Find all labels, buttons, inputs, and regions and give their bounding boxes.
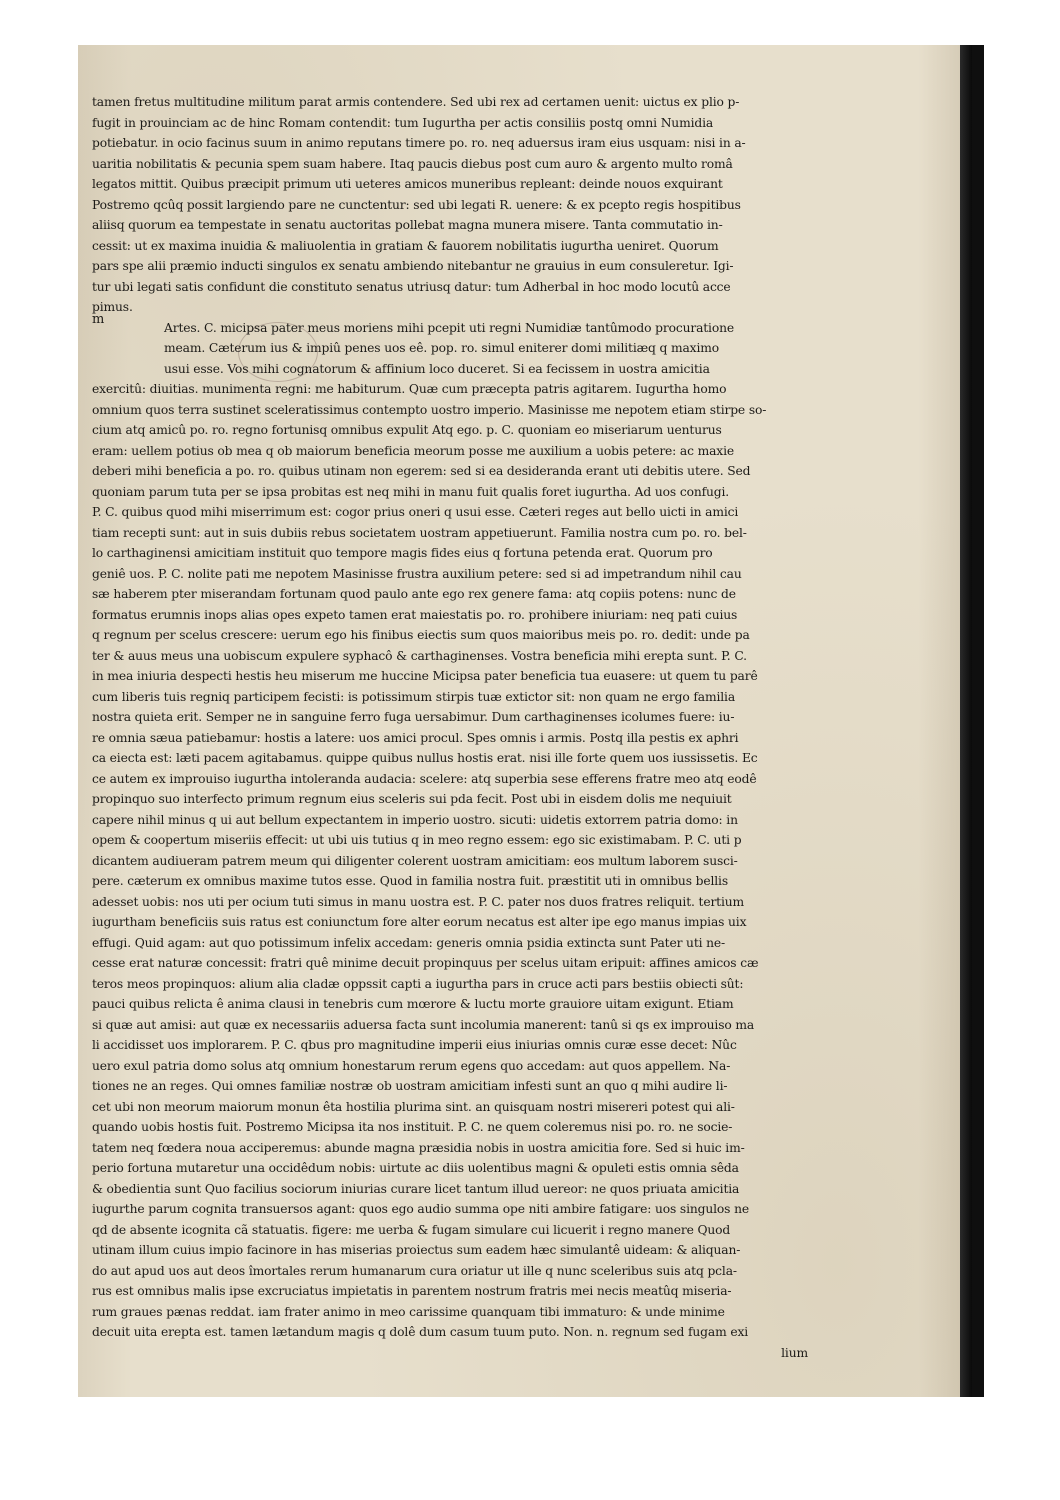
text-line: utinam illum cuius impio facinore in has miserias proiectus sum eadem hæc simulantê uideam: & aliquan- xyxy=(92,1243,741,1257)
text-line: teros meos propinquos: alium alia cladæ oppssit capti a iugurtha pars in cruce acti pars bestiis obiecti sût: xyxy=(92,976,744,991)
text-line: meam. Cæterum ius & impiû penes uos eê. pop. ro. simul eniterer domi militiæq q maximo xyxy=(164,341,719,355)
text-line: cesse erat naturæ concessit: fratri quê minime decuit propinquus per scelus uitam eripuit: affines amicos cæ xyxy=(92,956,759,970)
text-line: eram: uellem potius ob mea q ob maiorum beneficia meorum posse me auxilium a uobis petere: ac maxie xyxy=(92,443,734,458)
text-line: decuit uita erepta est. tamen lætandum magis q dolê dum casum tuum puto. Non. n. regnum sed fugam exi xyxy=(92,1325,749,1339)
text-line: omnium quos terra sustinet sceleratissimus contempto uostro imperio. Masinisse me nepotem etiam stirpe so- xyxy=(92,402,767,417)
text-line: ce autem ex improuiso iugurtha intoleranda audacia: scelere: atq superbia sese efferens fratre meo atq eodê xyxy=(92,771,757,786)
text-line: fugit in prouinciam ac de hinc Romam contendit: tum Iugurtha per actis consiliis postq omni Numidia xyxy=(92,115,714,130)
text-line: sæ haberem pter miserandam fortunam quod paulo ante ego rex genere fama: atq copiis potens: nunc de xyxy=(92,587,736,601)
text-line: propinquo suo interfecto primum regnum eius sceleris sui pda fecit. Post ubi in eisdem dolis me nequiuit xyxy=(92,792,732,806)
text-line: nostra quieta erit. Semper ne in sanguine ferro fuga uersabimur. Dum carthaginenses icolumes fuere: iu- xyxy=(92,710,735,724)
text-line: aliisq quorum ea tempestate in senatu auctoritas pollebat magna munera misere. Tanta commutatio in- xyxy=(92,218,723,232)
text-line: pere. cæterum ex omnibus maxime tutos esse. Quod in familia nostra fuit. præstitit uti in omnibus bellis xyxy=(92,874,728,888)
margin-letter: m xyxy=(92,312,105,327)
text-line: tamen fretus multitudine militum parat armis contendere. Sed ubi rex ad certamen uenit: uictus ex plio p- xyxy=(92,95,740,109)
text-line: legatos mittit. Quibus præcipit primum uti ueteres amicos muneribus repleant: deinde nouos exquirant xyxy=(92,177,723,191)
text-line: in mea iniuria despecti hestis heu miserum me huccine Micipsa pater beneficia tua euasere: ut quem tu parê xyxy=(92,669,758,683)
text-line: pars spe alii præmio inducti singulos ex senatu ambiendo nitebantur ne grauius in eum consuleretur. Igi- xyxy=(92,259,734,273)
text-line: cium atq amicû po. ro. regno fortunisq omnibus expulit Atq ego. p. C. quoniam eo miseriarum uenturus xyxy=(92,423,722,437)
text-line: deberi mihi beneficia a po. ro. quibus utinam non egerem: sed si ea desideranda erant uti debitis utere. Sed xyxy=(92,464,751,478)
text-line: quoniam parum tuta per se ipsa probitas est neq mihi in manu fuit qualis foret iugurtha. Ad uos confugi. xyxy=(92,484,730,499)
text-line: lo carthaginensi amicitiam instituit quo tempore magis fides eius q fortuna petenda erat. Quorum pro xyxy=(92,546,713,560)
text-line: opem & coopertum miseriis effecit: ut ubi uis tutius q in meo regno essem: ego sic existimabam. P. C. uti p xyxy=(92,833,742,847)
text-line: Postremo qcûq possit largiendo pare ne cunctentur: sed ubi legati R. uenere: & ex pcepto regis hospitibus xyxy=(92,197,741,212)
text-line: exercitû: diuitias. munimenta regni: me habiturum. Quæ cum præcepta patris agitarem. Iugurtha homo xyxy=(92,382,727,396)
text-line: P. C. quibus quod mihi miserrimum est: cogor prius oneri q usui esse. Cæteri reges aut bello uicti in amici xyxy=(92,505,739,519)
text-line: ter & auus meus una uobiscum expulere syphacô & carthaginenses. Vostra beneficia mihi erepta sunt. P. C. xyxy=(92,648,747,663)
text-line: & obedientia sunt Quo facilius sociorum iniurias curare licet tantum illud uereor: ne quos priuata amicitia xyxy=(92,1181,740,1196)
text-line: iugurthe parum cognita transuersos agant: quos ego audio summa ope niti ambire fatigare: uos singulos ne xyxy=(92,1202,749,1216)
text-line: li accidisset uos implorarem. P. C. qbus pro magnitudine imperii eius iniurias omnis curæ esse decet: Nûc xyxy=(92,1038,737,1052)
text-line: si quæ aut amisi: aut quæ ex necessariis aduersa facta sunt incolumia manerent: tanû si qs ex improuiso ma xyxy=(92,1017,755,1032)
text-line: quando uobis hostis fuit. Postremo Micipsa ita nos instituit. P. C. ne quem coleremus nisi po. ro. ne socie- xyxy=(92,1120,733,1134)
book-gutter xyxy=(960,45,972,1397)
text-line: rum graues pænas reddat. iam frater animo in meo carissime quanquam tibi immaturo: & unde minime xyxy=(92,1304,725,1319)
text-line: capere nihil minus q ui aut bellum expectantem in imperio uostro. sicuti: uidetis extorrem patria domo: in xyxy=(92,812,738,827)
text-line: cet ubi non meorum maiorum monun êta hostilia plurima sint. an quisquam nostri misereri potest qui ali- xyxy=(92,1099,735,1114)
text-line: pauci quibus relicta ê anima clausi in tenebris cum mœrore & luctu morte grauiore uitam exigunt. Etiam xyxy=(92,997,734,1011)
text-line: potiebatur. in ocio facinus suum in animo reputans timere po. ro. neq aduersus iram eius usquam: nisi in a- xyxy=(92,136,746,150)
text-line: tiones ne an reges. Qui omnes familiæ nostræ ob uostram amicitiam infesti sunt an quo q mihi audire li- xyxy=(92,1079,728,1093)
text-line: ca eiecta est: læti pacem agitabamus. quippe quibus nullus hostis erat. nisi ille forte quem uos iussissetis. Ec xyxy=(92,751,758,765)
text-line: rus est omnibus malis ipse excruciatus impietatis in parentem nostrum fratris mei necis meatûq miseria- xyxy=(92,1284,732,1298)
text-line: perio fortuna mutaretur una occidêdum nobis: uirtute ac diis uolentibus magni & opuleti estis omnia sêda xyxy=(92,1161,739,1175)
text-line: do aut apud uos aut deos îmortales rerum humanarum cura oriatur ut ille q nunc sceleribus suis atq pcla- xyxy=(92,1263,737,1278)
text-line: re omnia sæua patiebamur: hostis a latere: uos amici procul. Spes omnis i armis. Postq illa pestis ex aphri xyxy=(92,730,739,745)
text-line: tatem neq fœdera noua acciperemus: abunde magna præsidia nobis in uostra amicitia fore. Sed si huic im- xyxy=(92,1140,745,1155)
text-line: adesset uobis: nos uti per ocium tuti simus in manu uostra est. P. C. pater nos duos fratres reliquit. tertium xyxy=(92,894,745,909)
text-line: geniê uos. P. C. nolite pati me nepotem Masinisse frustra auxilium petere: sed si ad impetrandum nihil cau xyxy=(92,566,742,581)
text-line: cum liberis tuis regniq participem fecisti: is potissimum stirpis tuæ extictor sit: non quam ne ergo familia xyxy=(92,689,735,704)
text-line: qd de absente icognita cã statuatis. figere: me uerba & fugam simulare cui licuerit i regno manere Quod xyxy=(92,1222,731,1237)
text-line: lium xyxy=(781,1345,808,1360)
text-line: cessit: ut ex maxima inuidia & maliuolentia in gratiam & fauorem nobilitatis iugurtha ueniret. Quorum xyxy=(92,238,719,253)
text-line: tiam recepti sunt: aut in suis dubiis rebus societatem uostram appetiuerunt. Familia nostra cum po. ro. bel- xyxy=(92,525,747,540)
text-line: formatus erumnis inops alias opes expeto tamen erat maiestatis po. ro. prohibere iniuriam: neq pati cuius xyxy=(92,607,738,622)
text-line: uaritia nobilitatis & pecunia spem suam habere. Itaq paucis diebus post cum auro & argento multo româ xyxy=(92,156,733,171)
text-line: pimus. xyxy=(92,300,133,314)
text-line: uero exul patria domo solus atq omnium honestarum rerum egens quo accedam: aut quos appellem. Na- xyxy=(92,1058,731,1073)
text-line: q regnum per scelus crescere: uerum ego his finibus eiectis sum quos maioribus meis po. ro. dedit: unde pa xyxy=(92,628,750,642)
text-line: Artes. C. micipsa pater meus moriens mihi pcepit uti regni Numidiæ tantûmodo procuratione xyxy=(164,320,734,335)
text-line: effugi. Quid agam: aut quo potissimum infelix accedam: generis omnia psidia extincta sunt Pater uti ne- xyxy=(92,935,726,950)
body-text xyxy=(92,92,852,1363)
text-line: iugurtham beneficiis suis ratus est coniunctum fore alter eorum necatus est alter ipe ego manus impias uix xyxy=(92,915,747,929)
text-line: usui esse. Vos mihi cognatorum & affinium loco duceret. Si ea fecissem in uostra amicitia xyxy=(164,361,710,376)
text-line: dicantem audiueram patrem meum qui diligenter colerent uostram amicitiam: eos multum laborem susci- xyxy=(92,853,738,868)
text-line: tur ubi legati satis confidunt die constituto senatus utriusq datur: tum Adherbal in hoc modo locutû acce xyxy=(92,279,731,294)
